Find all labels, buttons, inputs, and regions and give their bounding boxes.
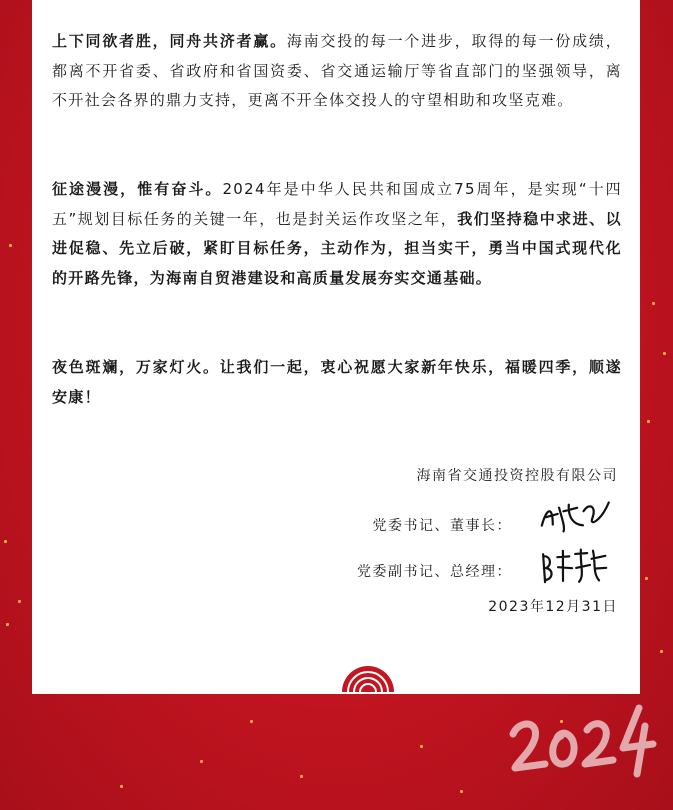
letter-date: 2023年12月31日 [488,599,618,615]
gold-sparkle [9,244,12,247]
gold-sparkle [6,623,9,626]
gold-sparkle [120,785,123,788]
gold-sparkle [660,650,663,653]
role-chairman: 党委书记、董事长： [372,518,512,534]
gold-sparkle [647,420,650,423]
letter-card [32,0,640,694]
gold-sparkle [300,775,303,778]
paragraph-wishes [52,353,622,412]
gold-sparkle [652,302,655,305]
gold-sparkle [663,352,666,355]
paragraph-lead: 上下同欲者胜，同舟共济者赢。 [52,32,287,50]
gold-sparkle [250,720,253,723]
handwritten-signature-chairman [536,494,615,538]
paragraph-struggle [52,175,622,293]
gold-sparkle [460,790,463,793]
company-name: 海南省交通投资控股有限公司 [416,468,618,484]
role-general-manager: 党委副书记、总经理： [357,564,512,580]
paragraph-lead: 征途漫漫，惟有奋斗。 [52,180,223,198]
gold-sparkle [420,745,423,748]
paragraph-body-bold: 我们坚持稳中求进、以进促稳、先立后破，紧盯目标任务，主动作为，担当实干，勇当中国式现代化的开路先锋，为海南自贸港建设和高质量发展夯实交通基础。 [52,209,622,287]
paragraph-text: 夜色斑斓，万家灯火。让我们一起，衷心祝愿大家新年快乐，福暖四季，顺遂安康！ [52,358,622,406]
gold-sparkle [200,760,203,763]
auspicious-cloud-icon [340,666,396,692]
gold-sparkle [18,600,21,603]
handwritten-signature-gm [539,544,612,589]
paragraph-solidarity [52,27,622,116]
paragraph-body: 海南交投的每一个进步，取得的每一份成绩，都离不开省委、省政府和省国资委、省交通运输厅等省直部门的坚强领导，离不开社会各界的鼎力支持，更离不开全体交投人的守望相助和攻坚克难。 [52,32,622,109]
gold-sparkle [4,540,7,543]
gold-sparkle [645,577,648,580]
year-2024-brush-mark [505,690,665,780]
paragraph-body: 2024年是中华人民共和国成立75周年，是实现“十四五”规划目标任务的关键一年，也是封关运作攻坚之年， [52,180,622,228]
